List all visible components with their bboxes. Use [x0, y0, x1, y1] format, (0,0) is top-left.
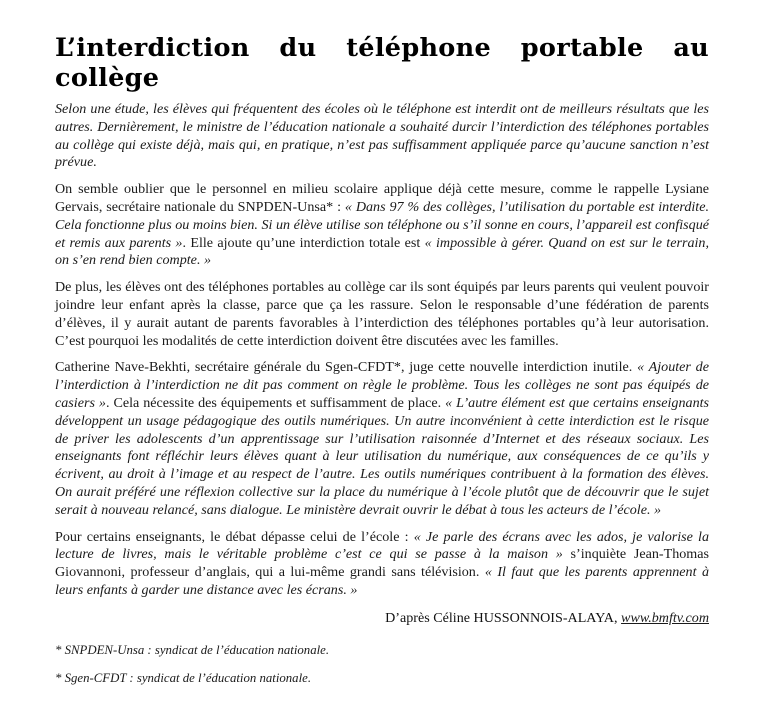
body-text: Pour certains enseignants, le débat dépasse celui de l’école :: [55, 528, 414, 545]
lead-paragraph: Selon une étude, les élèves qui fréquentent des écoles où le téléphone est interdit ont de meilleurs résultats que les autres. Dernièrement, le ministre de l’éducation nationale a souhaité durcir l’interdiction des téléphones portables au collège qui existe déjà, mais qui, en pratique, n’est pas suffisamment appliquée parce qu’aucune sanction n’est prévue.: [55, 101, 709, 171]
body-text: . Elle ajoute qu’une interdiction totale est: [182, 234, 425, 251]
quote-text: « Je parle des écrans avec les ados, je valorise la lecture de livres, mais le véritable problème c’est ce qui se passe à la maison »: [55, 528, 709, 563]
paragraph-3: De plus, les élèves ont des téléphones portables au collège car ils sont équipés par leurs parents qui veulent pouvoir joindre leur enfant après la classe, parce que ça les rassure. Selon le responsable d’une fédération de parents d’élèves, il y aurait autant de parents favorables à l’interdiction des téléphones portables qu’à leur autorisation. C’est pourquoi les modalités de cette interdiction doivent être discutées avec les familles.: [55, 279, 709, 349]
paragraph-5: [55, 529, 709, 600]
quote-text: « Dans 97 % des collèges, l’utilisation du portable est interdite. Cela fonctionne plus ou moins bien. Si un élève utilise son téléphone ou s’il sonne en cours, l’appareil est confisqué et remis aux parents »: [55, 198, 709, 251]
paragraph-4: [55, 359, 709, 519]
body-text: . Cela nécessite des équipements et suffisamment de place.: [105, 394, 446, 411]
source-link[interactable]: www.bmftv.com: [621, 609, 709, 626]
quote-text: « Il faut que les parents apprennent à leurs enfants à garder une distance avec les écrans. »: [55, 564, 709, 598]
footnote-snpden: * SNPDEN-Unsa : syndicat de l’éducation nationale.: [55, 642, 330, 657]
source-author: D’après Céline HUSSONNOIS-ALAYA,: [385, 609, 622, 626]
body-text: Catherine Nave-Bekhti, secrétaire générale du Sgen-CFDT*, juge cette nouvelle interdiction inutile.: [55, 359, 638, 376]
source-credit: [55, 610, 709, 628]
footnote-sgen: * Sgen-CFDT : syndicat de l’éducation nationale.: [55, 670, 312, 685]
quote-text: « Ajouter de l’interdiction à l’interdiction ne dit pas comment on règle le problème. Tous les collèges ne sont pas équipés de casiers »: [55, 359, 709, 411]
body-text: s’inquiète Jean-Thomas Giovannoni, professeur d’anglais, qui a lui-même grandi sans télévision.: [55, 546, 710, 581]
paragraph-2: [55, 181, 709, 270]
quote-text: « L’autre élément est que certains enseignants développent un usage pédagogique des outils numériques. Un autre inconvénient à cette interdiction est le risque de priver les adolescents d’un apprentissage sur l’utilisation raisonnée d’Internet et des réseaux sociaux. Les enseignants font réfléchir leurs élèves quant à leur utilisation du numérique, aux conséquences de ce qu’ils y écrivent, au droit à l’image et au respect de l’autre. Les outils numériques contribuent à la formation des élèves. On aurait préféré une réflexion collective sur la place du numérique à l’école plutôt que de découvrir que le sujet serait à nouveau relancé, sans dialogue. Le ministère devrait ouvrir le débat à tous les acteurs de l’école. »: [55, 394, 710, 518]
quote-text: « impossible à gérer. Quand on est sur le terrain, on s’en rend bien compte. »: [55, 234, 709, 269]
article-title: L’interdiction du téléphone portable au collège: [55, 33, 709, 93]
body-text: On semble oublier que le personnel en milieu scolaire applique déjà cette mesure, comme le rappelle Lysiane Gervais, secrétaire nationale du SNPDEN-Unsa* :: [55, 181, 709, 215]
